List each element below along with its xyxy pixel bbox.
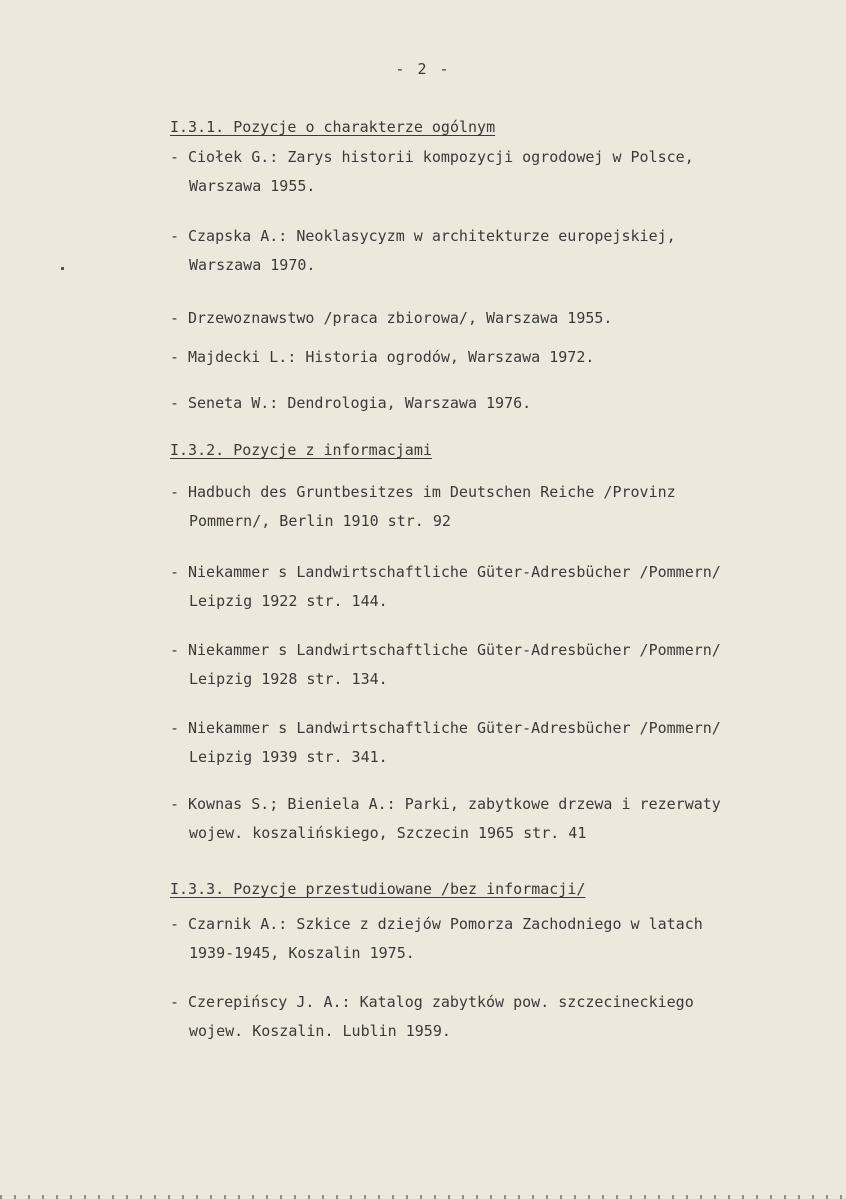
entry-line: Niekammer s Landwirtschaftliche Güter-Adresbücher /Pommern/ xyxy=(188,719,721,737)
section-heading-text: I.3.1. Pozycje o charakterze ogólnym xyxy=(170,118,496,136)
entry-line: Niekammer s Landwirtschaftliche Güter-Adresbücher /Pommern/ xyxy=(188,641,721,659)
entry-line: Kownas S.; Bieniela A.: Parki, zabytkowe drzewa i rezerwaty xyxy=(188,795,721,813)
section-heading-general xyxy=(170,118,495,136)
entry-line: Drzewoznawstwo /praca zbiorowa/, Warszawa 1955. xyxy=(188,309,613,327)
entry-line: Pommern/, Berlin 1910 str. 92 xyxy=(189,512,451,530)
entry-line: Leipzig 1922 str. 144. xyxy=(189,592,388,610)
entry-line: Czerepińscy J. A.: Katalog zabytków pow. szczecineckiego xyxy=(188,993,694,1011)
entry-line: Warszawa 1955. xyxy=(189,177,316,195)
bibliography-entry: - Niekammer s Landwirtschaftliche Güter-Adresbücher /Pommern/ Leipzig 1922 str. 144. xyxy=(170,558,820,616)
page-number: - 2 - xyxy=(395,60,451,78)
entry-line: wojew. koszalińskiego, Szczecin 1965 str. 41 xyxy=(189,824,587,842)
entry-line: Hadbuch des Gruntbesitzes im Deutschen Reiche /Provinz xyxy=(188,483,676,501)
bibliography-entry: - Niekammer s Landwirtschaftliche Güter-Adresbücher /Pommern/ Leipzig 1928 str. 134. xyxy=(170,636,820,694)
section-heading-text: I.3.2. Pozycje z informacjami xyxy=(170,441,432,459)
entry-line: Czapska A.: Neoklasycyzm w architekturze europejskiej, xyxy=(188,227,676,245)
bibliography-entry: - Seneta W.: Dendrologia, Warszawa 1976. xyxy=(170,394,532,412)
entry-line: Majdecki L.: Historia ogrodów, Warszawa 1972. xyxy=(188,348,595,366)
bibliography-entry: - Majdecki L.: Historia ogrodów, Warszawa 1972. xyxy=(170,348,595,366)
entry-line: Ciołek G.: Zarys historii kompozycji ogrodowej w Polsce, xyxy=(188,148,694,166)
bibliography-entry: - Czerepińscy J. A.: Katalog zabytków pow. szczecineckiego wojew. Koszalin. Lublin 1959. xyxy=(170,988,820,1046)
entry-line: 1939-1945, Koszalin 1975. xyxy=(189,944,415,962)
bibliography-entry: - Niekammer s Landwirtschaftliche Güter-Adresbücher /Pommern/ Leipzig 1939 str. 341. xyxy=(170,714,820,772)
entry-line: wojew. Koszalin. Lublin 1959. xyxy=(189,1022,451,1040)
entry-line: Seneta W.: Dendrologia, Warszawa 1976. xyxy=(188,394,532,412)
margin-dot xyxy=(61,267,64,270)
bibliography-entry: - Czarnik A.: Szkice z dziejów Pomorza Zachodniego w latach 1939-1945, Koszalin 1975. xyxy=(170,910,820,968)
entry-line: Leipzig 1928 str. 134. xyxy=(189,670,388,688)
bibliography-entry: - Drzewoznawstwo /praca zbiorowa/, Warszawa 1955. xyxy=(170,309,613,327)
scan-bottom-edge xyxy=(0,1195,846,1199)
section-heading-studied xyxy=(170,880,585,898)
entry-line: Niekammer s Landwirtschaftliche Güter-Adresbücher /Pommern/ xyxy=(188,563,721,581)
bibliography-entry: - Kownas S.; Bieniela A.: Parki, zabytkowe drzewa i rezerwaty wojew. koszalińskiego, Szczecin 1965 str. 41 xyxy=(170,790,820,848)
entry-line: Leipzig 1939 str. 341. xyxy=(189,748,388,766)
entry-line: Czarnik A.: Szkice z dziejów Pomorza Zachodniego w latach xyxy=(188,915,703,933)
bibliography-entry: - Ciołek G.: Zarys historii kompozycji ogrodowej w Polsce, Warszawa 1955. xyxy=(170,143,820,201)
bibliography-entry: - Hadbuch des Gruntbesitzes im Deutschen Reiche /Provinz Pommern/, Berlin 1910 str. 92 xyxy=(170,478,820,536)
section-heading-text: I.3.3. Pozycje przestudiowane /bez informacji/ xyxy=(170,880,586,898)
bibliography-entry: - Czapska A.: Neoklasycyzm w architekturze europejskiej, Warszawa 1970. xyxy=(170,222,820,280)
entry-line: Warszawa 1970. xyxy=(189,256,316,274)
section-heading-with-info xyxy=(170,441,432,459)
